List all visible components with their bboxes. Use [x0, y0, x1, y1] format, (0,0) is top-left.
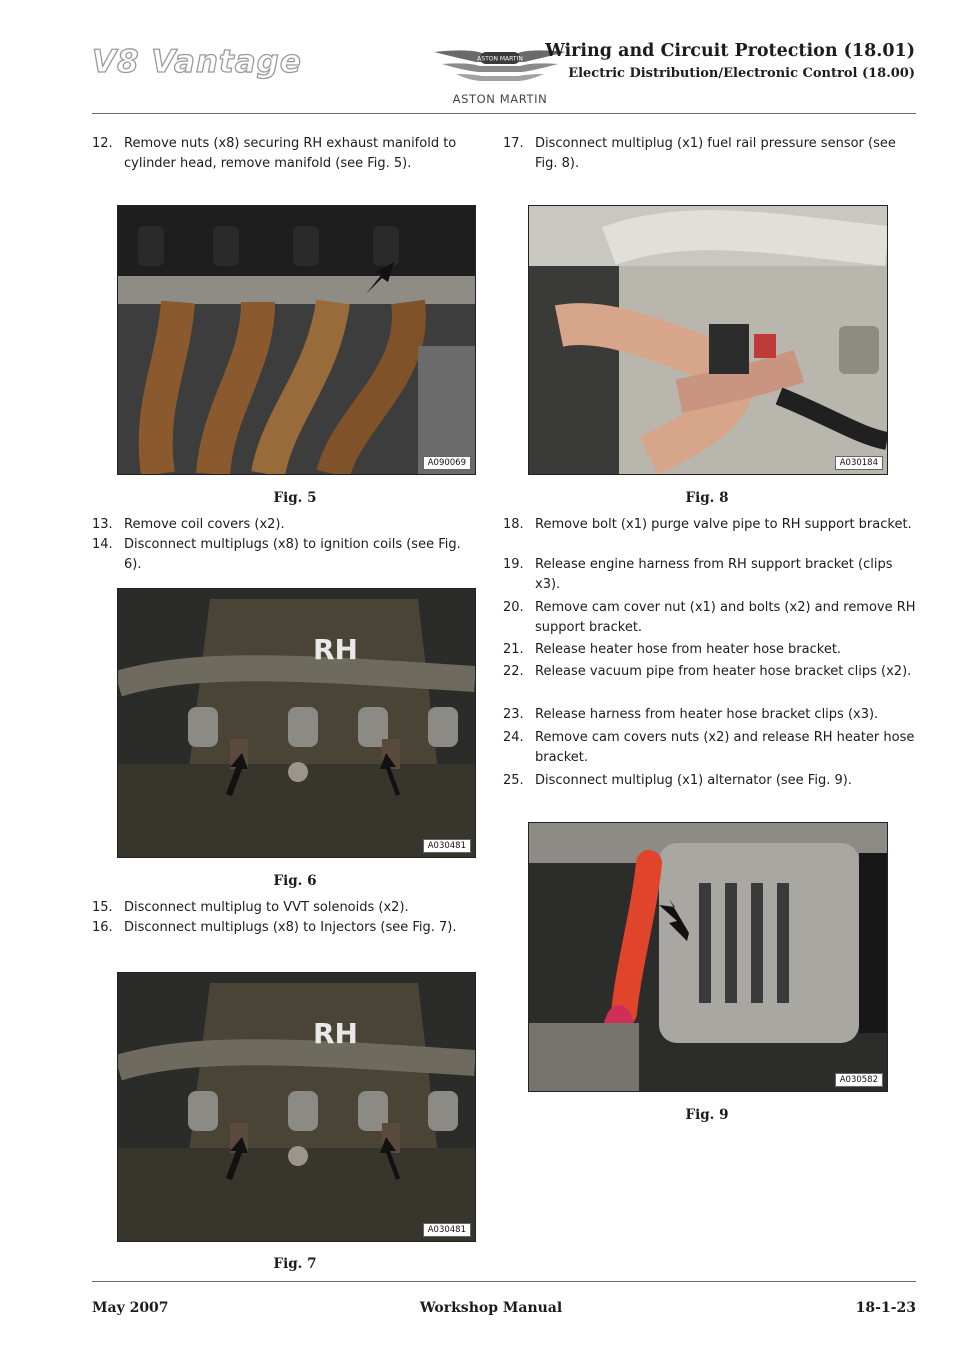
step-text: Disconnect multiplug to VVT solenoids (x2).	[124, 900, 409, 915]
step-number: 24.	[503, 730, 524, 745]
footer-date: May 2007	[92, 1300, 169, 1316]
step-text: Remove cam cover nut (x1) and bolts (x2) and remove RH support bracket.	[535, 600, 916, 635]
figure-8-photo	[528, 205, 888, 475]
brand-script-logo: V8 Vantage	[92, 44, 302, 80]
figure-5-photo	[117, 205, 476, 475]
step-text: Release heater hose from heater hose bracket.	[535, 642, 842, 657]
step-number: 14.	[92, 537, 113, 552]
step-number: 22.	[503, 664, 524, 679]
step-number: 12.	[92, 136, 113, 151]
step-number: 23.	[503, 707, 524, 722]
figure-7-photo	[117, 972, 476, 1242]
step-text: Release harness from heater hose bracket clips (x3).	[535, 707, 879, 722]
step-21	[503, 640, 916, 660]
figure-reference: A030184	[835, 456, 883, 470]
step-14	[92, 535, 478, 574]
footer-rule	[92, 1281, 916, 1282]
step-text: Release engine harness from RH support bracket (clips x3).	[535, 557, 893, 592]
figure-5-caption: Fig. 5	[273, 490, 317, 506]
step-number: 17.	[503, 136, 524, 151]
step-17	[503, 134, 916, 173]
step-number: 25.	[503, 773, 524, 788]
step-20	[503, 598, 916, 637]
step-text: Remove coil covers (x2).	[124, 517, 285, 532]
section-title: Wiring and Circuit Protection (18.01)	[545, 41, 915, 61]
step-13	[92, 515, 478, 535]
logo-badge-text: ASTON MARTIN	[477, 55, 523, 63]
figure-7-caption: Fig. 7	[273, 1256, 317, 1272]
figure-reference: A030481	[423, 1223, 471, 1237]
figure-9-photo	[528, 822, 888, 1092]
step-16	[92, 918, 478, 938]
section-subtitle: Electric Distribution/Electronic Control (18.00)	[568, 66, 915, 81]
figure-6-caption: Fig. 6	[273, 873, 317, 889]
step-number: 20.	[503, 600, 524, 615]
step-text: Disconnect multiplugs (x8) to Injectors (see Fig. 7).	[124, 920, 457, 935]
step-23	[503, 705, 916, 725]
footer-manual-title: Workshop Manual	[419, 1300, 563, 1316]
figure-9-caption: Fig. 9	[685, 1107, 729, 1123]
step-text: Remove nuts (x8) securing RH exhaust manifold to cylinder head, remove manifold (see Fig. 5).	[124, 136, 457, 171]
step-text: Remove bolt (x1) purge valve pipe to RH support bracket.	[535, 517, 912, 532]
figure-6-photo	[117, 588, 476, 858]
figure-reference: A030582	[835, 1073, 883, 1087]
header-rule	[92, 113, 916, 114]
rh-marking: RH	[313, 633, 358, 666]
figure-8-caption: Fig. 8	[685, 490, 729, 506]
step-text: Remove cam covers nuts (x2) and release RH heater hose bracket.	[535, 730, 915, 765]
step-text: Release vacuum pipe from heater hose bracket clips (x2).	[535, 664, 912, 679]
step-number: 19.	[503, 557, 524, 572]
figure-reference: A030481	[423, 839, 471, 853]
step-text: Disconnect multiplug (x1) fuel rail pressure sensor (see Fig. 8).	[535, 136, 896, 171]
step-22	[503, 662, 916, 682]
footer-page-number: 18-1-23	[855, 1300, 916, 1316]
step-15	[92, 898, 478, 918]
step-number: 15.	[92, 900, 113, 915]
rh-marking: RH	[313, 1017, 358, 1050]
step-number: 13.	[92, 517, 113, 532]
step-24	[503, 728, 916, 767]
step-12	[92, 134, 478, 173]
step-number: 16.	[92, 920, 113, 935]
step-19	[503, 555, 916, 594]
brand-wordmark: ASTON MARTIN	[452, 92, 548, 106]
step-number: 21.	[503, 642, 524, 657]
figure-reference: A090069	[423, 456, 471, 470]
step-text: Disconnect multiplugs (x8) to ignition coils (see Fig. 6).	[124, 537, 461, 572]
step-18	[503, 515, 916, 535]
step-text: Disconnect multiplug (x1) alternator (see Fig. 9).	[535, 773, 852, 788]
step-number: 18.	[503, 517, 524, 532]
step-25	[503, 771, 916, 791]
